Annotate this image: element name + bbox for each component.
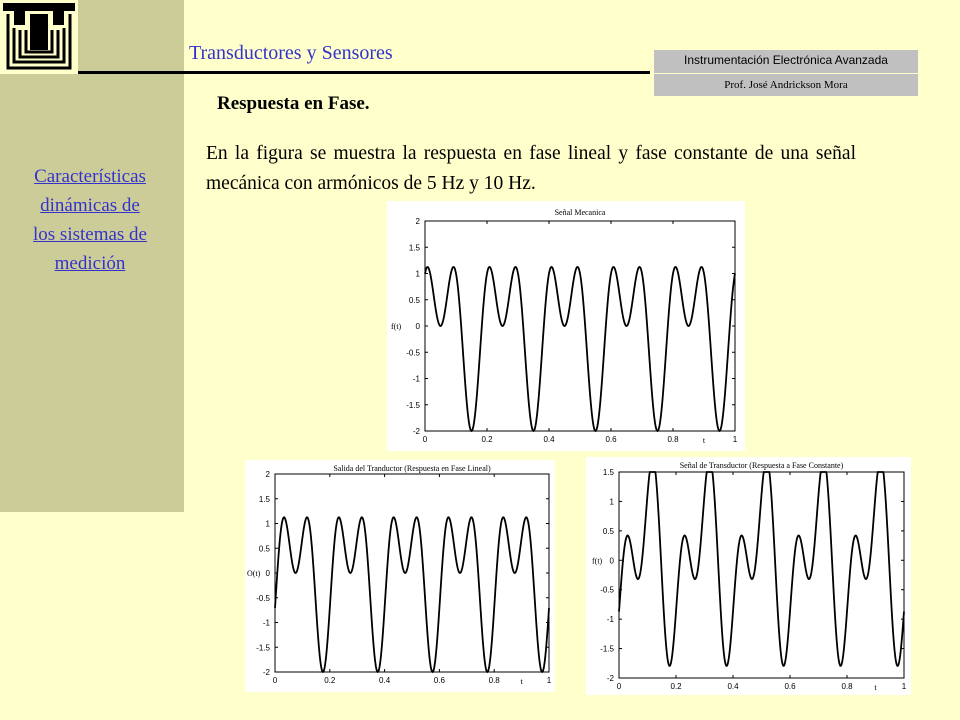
x-tick-label: 0.8	[841, 682, 853, 691]
course-info-box	[654, 50, 918, 96]
x-tick-label: 0	[272, 676, 278, 685]
sidebar-link-line: dinámicas de	[40, 195, 140, 216]
y-tick-label: 1.5	[408, 243, 420, 253]
chart-title: Salida del Tranductor (Respuesta en Fase Lineal)	[333, 464, 491, 473]
x-tick-label: 1	[546, 676, 552, 685]
sidebar-link-line: medición	[54, 253, 126, 274]
header-rule	[78, 71, 650, 74]
y-tick-label: -1	[606, 615, 614, 625]
y-tick-label: 2	[415, 217, 420, 226]
sidebar-link-line: Características	[34, 166, 146, 187]
chart-svg	[245, 460, 555, 692]
y-tick-label: 1	[265, 519, 270, 529]
chart-svg	[387, 201, 745, 451]
sidebar-link-line: los sistemas de	[33, 224, 147, 245]
chart-svg	[586, 457, 911, 695]
x-tick-label: 0.4	[727, 682, 739, 691]
y-tick-label: 0	[415, 322, 420, 331]
y-tick-label: -2	[412, 427, 420, 436]
y-tick-label: 0	[609, 556, 614, 566]
y-axis-label: f(t)	[592, 556, 603, 566]
plot-linear-phase-output	[245, 460, 555, 692]
x-axis-label: t	[520, 677, 523, 686]
professor-label: Prof. José Andrickson Mora	[724, 79, 848, 91]
x-tick-label: 0.2	[670, 682, 682, 691]
institution-label: Instrumentación Electrónica Avanzada	[684, 53, 888, 67]
x-tick-label: 0	[422, 435, 428, 444]
logo-emblem-icon	[0, 0, 78, 74]
institution-logo	[0, 0, 78, 74]
series-line	[619, 472, 904, 666]
y-tick-label: 0.5	[258, 544, 270, 554]
y-tick-label: 2	[265, 470, 270, 479]
chart-title: Señal Mecanica	[554, 208, 606, 217]
x-tick-label: 0.8	[488, 676, 500, 685]
plot-constant-phase-output	[586, 457, 911, 695]
y-tick-label: -0.5	[256, 593, 270, 603]
x-tick-label: 0.4	[543, 435, 555, 444]
x-tick-label: 0.4	[379, 676, 391, 685]
x-tick-label: 0.6	[605, 435, 617, 444]
x-tick-label: 0.2	[481, 435, 493, 444]
x-tick-label: 0	[616, 682, 622, 691]
x-axis-label: t	[874, 683, 877, 692]
series-line	[425, 267, 735, 431]
plot-mechanical-signal	[387, 201, 745, 451]
course-title: Transductores y Sensores	[189, 42, 393, 64]
series-line	[275, 517, 549, 672]
x-tick-label: 0.6	[784, 682, 796, 691]
y-tick-label: 1.5	[602, 468, 614, 477]
y-tick-label: -1	[262, 618, 270, 628]
y-tick-label: -0.5	[406, 348, 420, 358]
x-tick-label: 0.8	[667, 435, 679, 444]
y-tick-label: -1	[412, 374, 420, 384]
x-tick-label: 1	[732, 435, 738, 444]
chart-title: Señal de Transductor (Respuesta a Fase Constante)	[679, 461, 844, 470]
sidebar-topic-link[interactable]	[4, 162, 176, 278]
y-axis-label: O(t)	[247, 569, 261, 578]
y-tick-label: 1	[415, 269, 420, 279]
description-paragraph: En la figura se muestra la respuesta en fase lineal y fase constante de una señal mecánica con armónicos de 5 Hz y 10 Hz.	[206, 143, 856, 194]
y-tick-label: 1.5	[258, 494, 270, 504]
y-tick-label: -1.5	[406, 400, 420, 410]
x-tick-label: 0.6	[433, 676, 445, 685]
x-tick-label: 0.2	[324, 676, 336, 685]
y-tick-label: 0.5	[408, 295, 420, 305]
section-title: Respuesta en Fase.	[217, 93, 370, 114]
y-tick-label: -1.5	[600, 644, 614, 654]
y-tick-label: -0.5	[600, 585, 614, 595]
y-axis-label: f(t)	[391, 322, 402, 331]
plot-frame	[275, 474, 549, 672]
y-tick-label: -2	[262, 668, 270, 677]
info-divider	[654, 73, 918, 74]
y-tick-label: 0.5	[602, 526, 614, 536]
y-tick-label: 0	[265, 569, 270, 578]
x-axis-label: t	[702, 436, 706, 445]
x-tick-label: 1	[901, 682, 907, 691]
y-tick-label: 1	[609, 497, 614, 507]
y-tick-label: -1.5	[256, 643, 270, 653]
y-tick-label: -2	[606, 674, 614, 683]
